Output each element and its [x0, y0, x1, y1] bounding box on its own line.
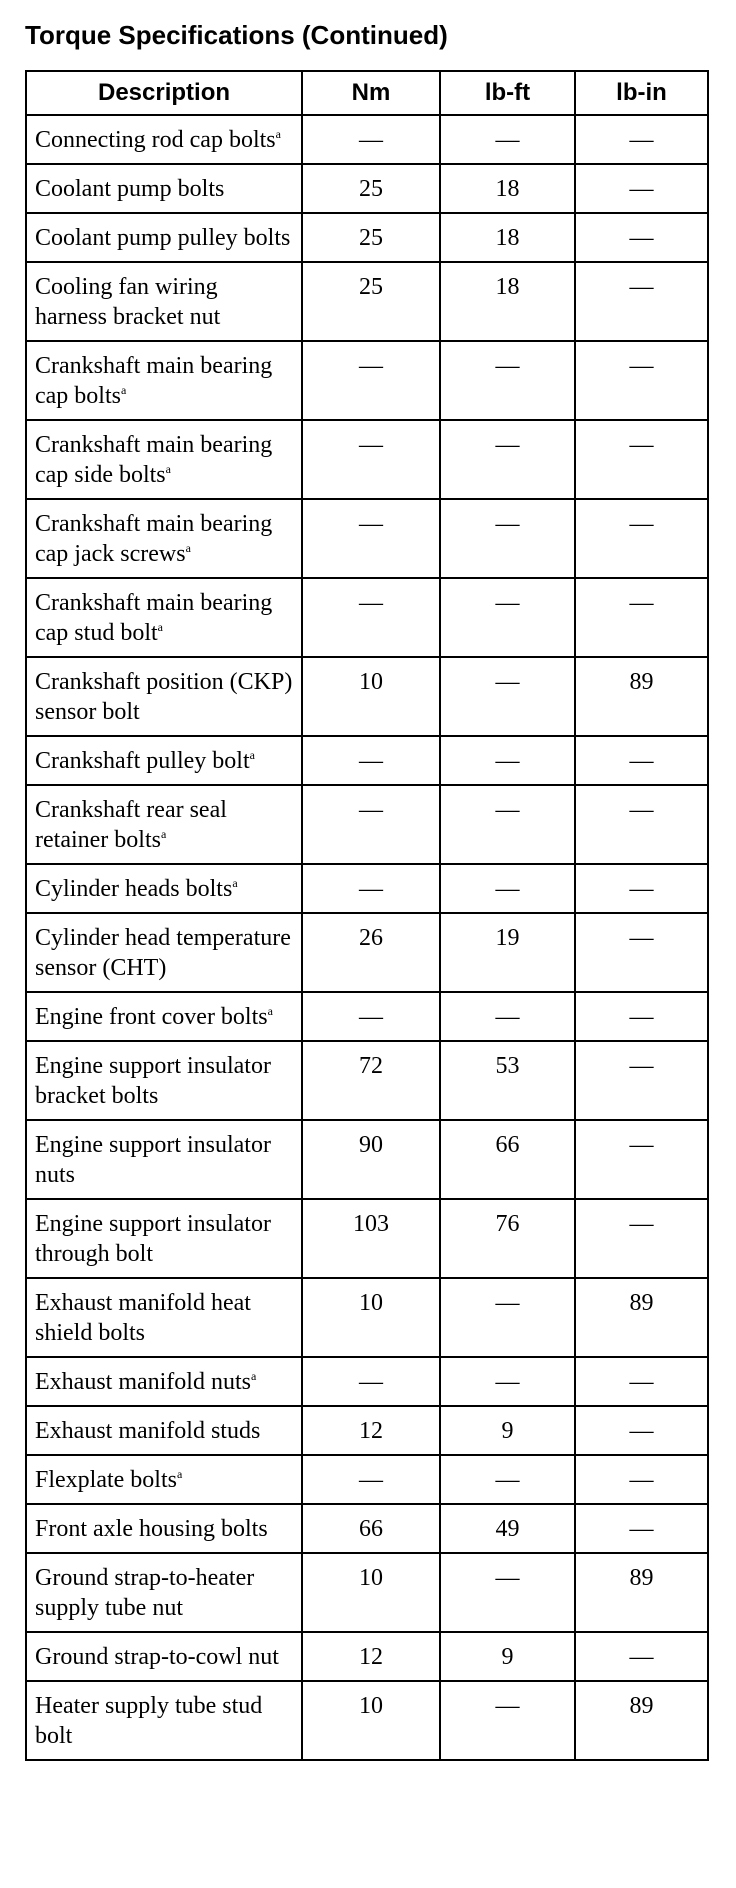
description-text: Engine support insulator nuts [35, 1132, 271, 1188]
cell-lb-ft: — [440, 115, 575, 164]
cell-lb-in: — [575, 1357, 708, 1406]
cell-description [26, 164, 302, 213]
table-row [26, 657, 708, 736]
cell-nm: — [302, 785, 440, 864]
cell-nm: 26 [302, 913, 440, 992]
description-text: Crankshaft main bearing cap stud bolt [35, 590, 273, 646]
footnote-marker: a [160, 827, 167, 841]
cell-description [26, 785, 302, 864]
cell-description [26, 213, 302, 262]
cell-nm: — [302, 992, 440, 1041]
table-header-row [26, 71, 708, 115]
cell-lb-in: — [575, 1504, 708, 1553]
cell-lb-in: — [575, 420, 708, 499]
cell-lb-ft: — [440, 578, 575, 657]
table-row [26, 341, 708, 420]
cell-nm: — [302, 420, 440, 499]
footnote-marker: a [157, 620, 163, 634]
table-row [26, 736, 708, 785]
cell-lb-in: — [575, 864, 708, 913]
cell-lb-ft: — [440, 1553, 575, 1632]
cell-lb-ft: — [440, 1278, 575, 1357]
cell-lb-ft: 76 [440, 1199, 575, 1278]
table-row [26, 1041, 708, 1120]
description-text: Flexplate bolts [35, 1467, 177, 1493]
table-row [26, 864, 708, 913]
page-title: Torque Specifications (Continued) [25, 20, 448, 50]
cell-lb-in: — [575, 736, 708, 785]
cell-description [26, 262, 302, 341]
cell-lb-in: — [575, 1455, 708, 1504]
table-row [26, 578, 708, 657]
footnote-marker: a [176, 1467, 183, 1481]
cell-lb-ft: 19 [440, 913, 575, 992]
description-text: Engine front cover bolts [35, 1004, 268, 1030]
cell-lb-ft: 66 [440, 1120, 575, 1199]
table-row [26, 213, 708, 262]
cell-nm: 12 [302, 1632, 440, 1681]
description-text: Crankshaft pulley bolt [35, 748, 250, 774]
table-row [26, 913, 708, 992]
description-text: Exhaust manifold nuts [35, 1369, 251, 1395]
cell-lb-in: — [575, 262, 708, 341]
description-text: Crankshaft position (CKP) sensor bolt [35, 669, 293, 725]
cell-lb-ft: 53 [440, 1041, 575, 1120]
table-row [26, 992, 708, 1041]
cell-nm: 25 [302, 262, 440, 341]
cell-description [26, 1632, 302, 1681]
cell-lb-ft: — [440, 1455, 575, 1504]
cell-lb-in: — [575, 992, 708, 1041]
footnote-marker: a [267, 1004, 273, 1018]
cell-lb-ft: — [440, 499, 575, 578]
description-text: Ground strap-to-cowl nut [35, 1644, 279, 1670]
cell-lb-in: — [575, 1406, 708, 1455]
table-row [26, 1406, 708, 1455]
table-row [26, 262, 708, 341]
cell-nm: — [302, 1455, 440, 1504]
cell-lb-in: — [575, 913, 708, 992]
cell-nm: 10 [302, 1553, 440, 1632]
table-row [26, 164, 708, 213]
cell-lb-in: 89 [575, 1553, 708, 1632]
table-row [26, 1455, 708, 1504]
cell-lb-in: — [575, 1041, 708, 1120]
cell-description [26, 341, 302, 420]
cell-nm: 66 [302, 1504, 440, 1553]
cell-description [26, 1041, 302, 1120]
cell-lb-in: — [575, 213, 708, 262]
cell-lb-ft: — [440, 736, 575, 785]
cell-lb-in: 89 [575, 657, 708, 736]
table-row [26, 1553, 708, 1632]
description-text: Crankshaft rear seal retainer bolts [35, 797, 227, 853]
footnote-marker: a [165, 462, 171, 476]
cell-lb-ft: — [440, 420, 575, 499]
cell-description [26, 913, 302, 992]
cell-lb-in: — [575, 164, 708, 213]
description-text: Front axle housing bolts [35, 1516, 268, 1542]
cell-description [26, 1681, 302, 1760]
cell-nm: 72 [302, 1041, 440, 1120]
footnote-marker: a [250, 1369, 257, 1383]
cell-description [26, 115, 302, 164]
description-text: Cooling fan wiring harness bracket nut [35, 274, 221, 330]
cell-nm: — [302, 864, 440, 913]
table-row [26, 1357, 708, 1406]
header-lb-in: lb-in [575, 71, 708, 115]
description-text: Exhaust manifold studs [35, 1418, 261, 1444]
footnote-marker: a [232, 876, 238, 890]
cell-description [26, 1553, 302, 1632]
cell-description [26, 420, 302, 499]
description-text: Ground strap-to-heater supply tube nut [35, 1565, 255, 1621]
cell-lb-ft: — [440, 992, 575, 1041]
cell-description [26, 1406, 302, 1455]
cell-description [26, 1504, 302, 1553]
cell-lb-ft: — [440, 785, 575, 864]
description-text: Engine support insulator bracket bolts [35, 1053, 271, 1109]
cell-lb-ft: — [440, 341, 575, 420]
table-row [26, 785, 708, 864]
table-row [26, 1278, 708, 1357]
description-text: Connecting rod cap bolts [35, 127, 276, 153]
cell-lb-ft: 18 [440, 213, 575, 262]
cell-lb-ft: — [440, 1681, 575, 1760]
table-row [26, 420, 708, 499]
description-text: Coolant pump pulley bolts [35, 225, 291, 251]
table-row [26, 1504, 708, 1553]
cell-nm: 12 [302, 1406, 440, 1455]
cell-lb-in: 89 [575, 1681, 708, 1760]
header-lb-ft: lb-ft [440, 71, 575, 115]
cell-lb-ft: 18 [440, 262, 575, 341]
cell-description [26, 992, 302, 1041]
cell-lb-in: — [575, 499, 708, 578]
cell-lb-ft: — [440, 657, 575, 736]
description-text: Engine support insulator through bolt [35, 1211, 271, 1267]
cell-nm: 25 [302, 213, 440, 262]
cell-nm: — [302, 736, 440, 785]
cell-description [26, 1455, 302, 1504]
cell-nm: 10 [302, 1278, 440, 1357]
cell-lb-ft: — [440, 864, 575, 913]
cell-nm: 103 [302, 1199, 440, 1278]
cell-description [26, 1278, 302, 1357]
cell-nm: — [302, 115, 440, 164]
description-text: Crankshaft main bearing cap bolts [35, 353, 273, 409]
cell-nm: 25 [302, 164, 440, 213]
description-text: Crankshaft main bearing cap side bolts [35, 432, 273, 488]
table-body [26, 115, 708, 1760]
cell-nm: — [302, 499, 440, 578]
cell-description [26, 1357, 302, 1406]
footnote-marker: a [275, 127, 281, 141]
cell-lb-in: — [575, 1632, 708, 1681]
description-text: Coolant pump bolts [35, 176, 225, 202]
footnote-marker: a [185, 541, 191, 555]
description-text: Exhaust manifold heat shield bolts [35, 1290, 251, 1346]
cell-lb-ft: 9 [440, 1406, 575, 1455]
cell-lb-in: 89 [575, 1278, 708, 1357]
cell-nm: — [302, 341, 440, 420]
cell-lb-in: — [575, 115, 708, 164]
table-row [26, 1632, 708, 1681]
cell-description [26, 1199, 302, 1278]
table-row [26, 1120, 708, 1199]
header-nm: Nm [302, 71, 440, 115]
table-row [26, 1199, 708, 1278]
cell-lb-ft: — [440, 1357, 575, 1406]
cell-description [26, 578, 302, 657]
cell-nm: 10 [302, 657, 440, 736]
cell-nm: 10 [302, 1681, 440, 1760]
cell-lb-ft: 18 [440, 164, 575, 213]
cell-description [26, 736, 302, 785]
cell-description [26, 499, 302, 578]
cell-lb-in: — [575, 785, 708, 864]
cell-lb-in: — [575, 341, 708, 420]
description-text: Cylinder heads bolts [35, 876, 233, 902]
cell-lb-in: — [575, 1199, 708, 1278]
table-row [26, 115, 708, 164]
description-text: Cylinder head temperature sensor (CHT) [35, 925, 291, 981]
description-text: Crankshaft main bearing cap jack screws [35, 511, 273, 567]
cell-nm: — [302, 578, 440, 657]
cell-nm: — [302, 1357, 440, 1406]
footnote-marker: a [249, 748, 255, 762]
cell-nm: 90 [302, 1120, 440, 1199]
cell-lb-ft: 9 [440, 1632, 575, 1681]
cell-lb-in: — [575, 1120, 708, 1199]
table-row [26, 1681, 708, 1760]
torque-spec-table [25, 70, 709, 1761]
cell-description [26, 657, 302, 736]
cell-lb-ft: 49 [440, 1504, 575, 1553]
cell-description [26, 1120, 302, 1199]
footnote-marker: a [120, 383, 127, 397]
cell-lb-in: — [575, 578, 708, 657]
description-text: Heater supply tube stud bolt [35, 1693, 263, 1749]
cell-description [26, 864, 302, 913]
header-description: Description [26, 71, 302, 115]
table-row [26, 499, 708, 578]
